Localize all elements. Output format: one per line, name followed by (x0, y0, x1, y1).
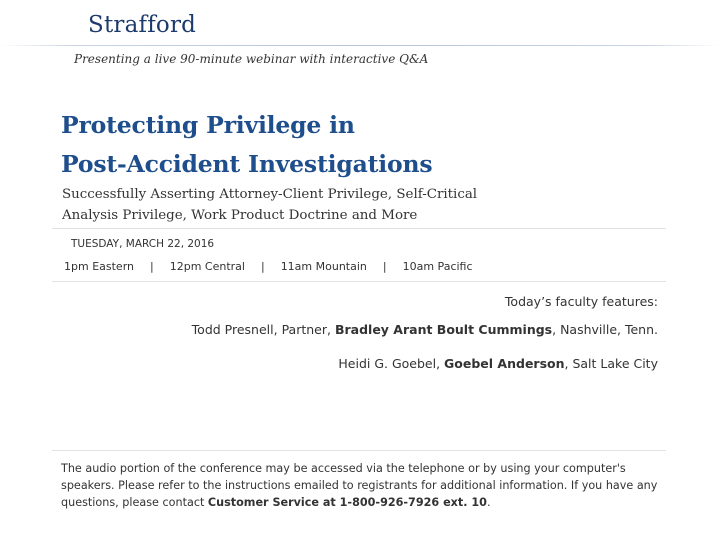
subtitle-line-2: Analysis Privilege, Work Product Doctrine and More (62, 208, 418, 223)
time-pacific: 10am Pacific (402, 260, 473, 273)
customer-service-contact: Customer Service at 1-800-926-7926 ext. 10 (207, 496, 487, 509)
webinar-tagline: Presenting a live 90-minute webinar with interactive Q&A (74, 52, 429, 66)
faculty-member (192, 322, 658, 337)
faculty-heading: Today’s faculty features: (504, 294, 658, 309)
header-divider (0, 45, 720, 46)
faculty-name: Heidi G. Goebel, (338, 356, 445, 371)
faculty-location: , Salt Lake City (564, 356, 658, 371)
page-title (61, 106, 432, 184)
time-separator: | (382, 260, 387, 273)
strafford-logo: Strafford (88, 12, 197, 38)
webinar-times (64, 260, 473, 273)
divider (52, 450, 666, 451)
divider (52, 228, 666, 229)
faculty-member (338, 356, 658, 371)
footer-text: The audio portion of the conference may be accessed via the telephone or by using your computer's speakers. Please refer to the instructions emailed to registrants for additional information. If you have any questions, please contact (61, 462, 658, 509)
faculty-name: Todd Presnell, Partner, (191, 322, 335, 337)
webinar-date: TUESDAY, MARCH 22, 2016 (71, 238, 215, 250)
faculty-firm: Bradley Arant Boult Cummings (334, 322, 553, 337)
time-eastern: 1pm Eastern (64, 260, 134, 273)
audio-instructions (61, 460, 661, 511)
title-line-1: Protecting Privilege in (61, 111, 355, 139)
time-central: 12pm Central (169, 260, 245, 273)
time-mountain: 11am Mountain (280, 260, 367, 273)
time-separator: | (150, 260, 154, 273)
faculty-location: , Nashville, Tenn. (552, 322, 658, 337)
divider (52, 281, 666, 282)
time-separator: | (260, 260, 265, 273)
faculty-firm: Goebel Anderson (444, 356, 565, 371)
title-line-2: Post-Accident Investigations (61, 150, 433, 178)
footer-end: . (486, 496, 491, 509)
page-subtitle (62, 184, 482, 226)
subtitle-line-1: Successfully Asserting Attorney-Client Privilege, Self-Critical (62, 187, 478, 202)
